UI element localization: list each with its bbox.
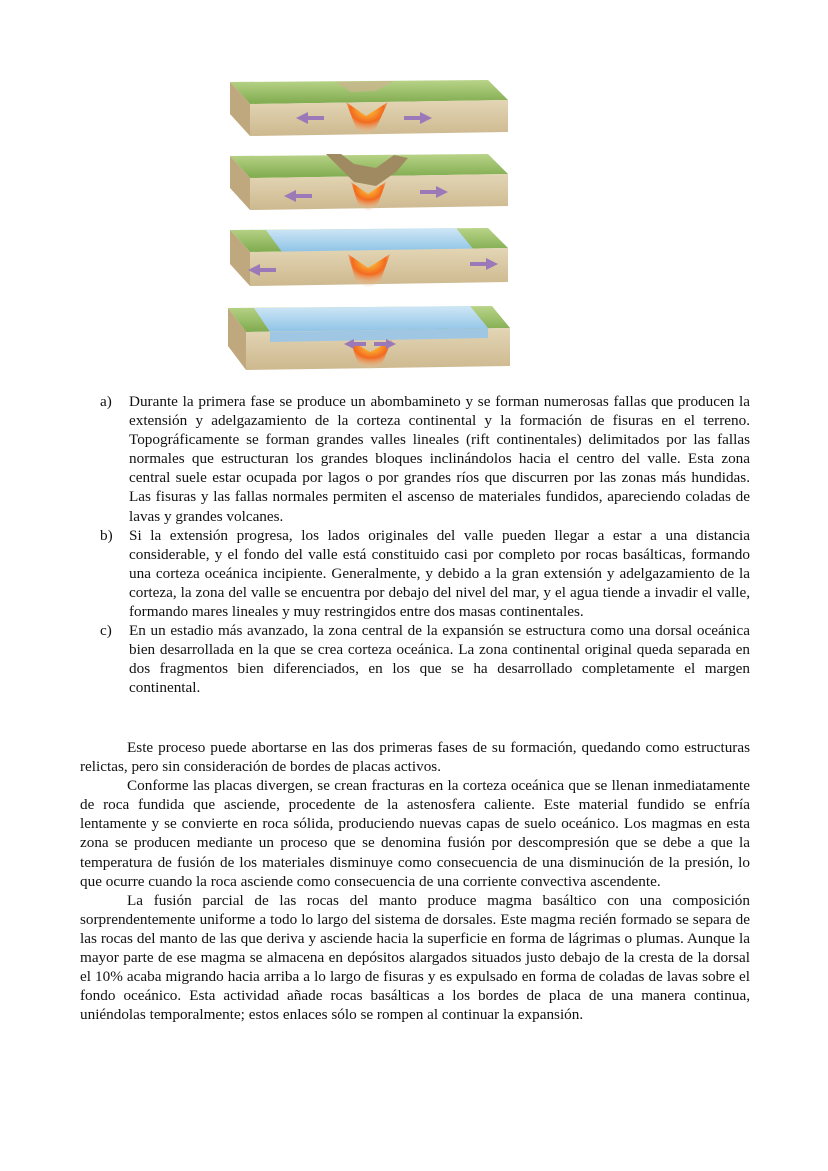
list-marker: b)	[100, 526, 113, 544]
paragraph: Conforme las placas divergen, se crean fracturas en la corteza oceánica que se llenan inmediatamente de roca fundida que asciende, procedente de la astenosfera caliente. Este material fundido se enfría lentamente y se convierte en roca sólida, produciendo nuevas capas de suelo oceánico. Los magmas en esta zona se producen mediante un proceso que se denomina fusión por descompresión que se debe a que la temperatura de fusión de los materiales disminuye como consecuencia de una disminución de la presión, lo que ocurre cuando la roca asciende como consecuencia de una corriente convectiva ascendente.	[80, 777, 750, 890]
stage-3-block	[230, 228, 508, 288]
list-item	[100, 392, 750, 526]
list-item-text: Durante la primera fase se produce un abombamineto y se forman numerosas fallas que producen la extensión y adelgazamiento de la corteza continental y la formación de fisuras en el terreno. Topográficamente se forman grandes valles lineales (rift continentales) delimitados por las fallas normales que estructuran los grandes bloques inclinándolos hacia el centro del valle. Esta zona central suele estar ocupada por lagos o por grandes ríos que discurren por las zonas más hundidas. Las fisuras y las fallas normales permiten el ascenso de materiales fundidos, apareciendo coladas de lavas y grandes volcanes.	[129, 393, 750, 525]
stage-1-block	[230, 80, 508, 136]
stage-4-block	[228, 306, 510, 370]
phase-list	[100, 392, 750, 698]
list-item	[100, 621, 750, 697]
body-paragraphs	[80, 738, 750, 1024]
list-marker: a)	[100, 393, 112, 410]
list-item	[100, 526, 750, 621]
list-marker: c)	[100, 622, 112, 640]
list-item-text: Si la extensión progresa, los lados originales del valle pueden llegar a estar a una distancia considerable, y el fondo del valle está constituido casi por completo por rocas basálticas, formando una corteza oceánica incipiente. Generalmente, y debido a la gran extensión y adelgazamiento de la corteza, la zona del valle se encuentra por debajo del nivel del mar, y el agua tiende a invadir el valle, formando mares lineales y muy restringidos entre dos masas continentales.	[129, 526, 750, 621]
rift-stages-figure	[226, 78, 512, 376]
list-item-text: En un estadio más avanzado, la zona central de la expansión se estructura como una dorsal oceánica bien desarrollada en la que se crea corteza oceánica. La zona continental original queda separada en dos fragmentos bien diferenciados, en los que se ha desarrollado completamente el margen continental.	[129, 622, 750, 697]
stage-2-block	[230, 154, 508, 212]
paragraph: Este proceso puede abortarse en las dos primeras fases de su formación, quedando como estructuras relictas, pero sin consideración de bordes de placas activos.	[80, 739, 750, 776]
paragraph: La fusión parcial de las rocas del manto produce magma basáltico con una composición sorprendentemente uniforme a todo lo largo del sistema de dorsales. Este magma recién formado se separa de las rocas del manto de las que deriva y asciende hacia la superficie en forma de lágrimas o plumas. Aunque la mayor parte de ese magma se almacena en depósitos alargados situados justo debajo de la cresta de la dorsal el 10% acaba migrando hacia arriba a lo largo de fisuras y es expulsado en forma de coladas de lavas sobre el fondo oceánico. Esta actividad añade rocas basálticas a los bordes de placa de una manera continua, uniéndolas temporalmente; estos enlaces sólo se rompen al continuar la expansión.	[80, 891, 750, 1024]
